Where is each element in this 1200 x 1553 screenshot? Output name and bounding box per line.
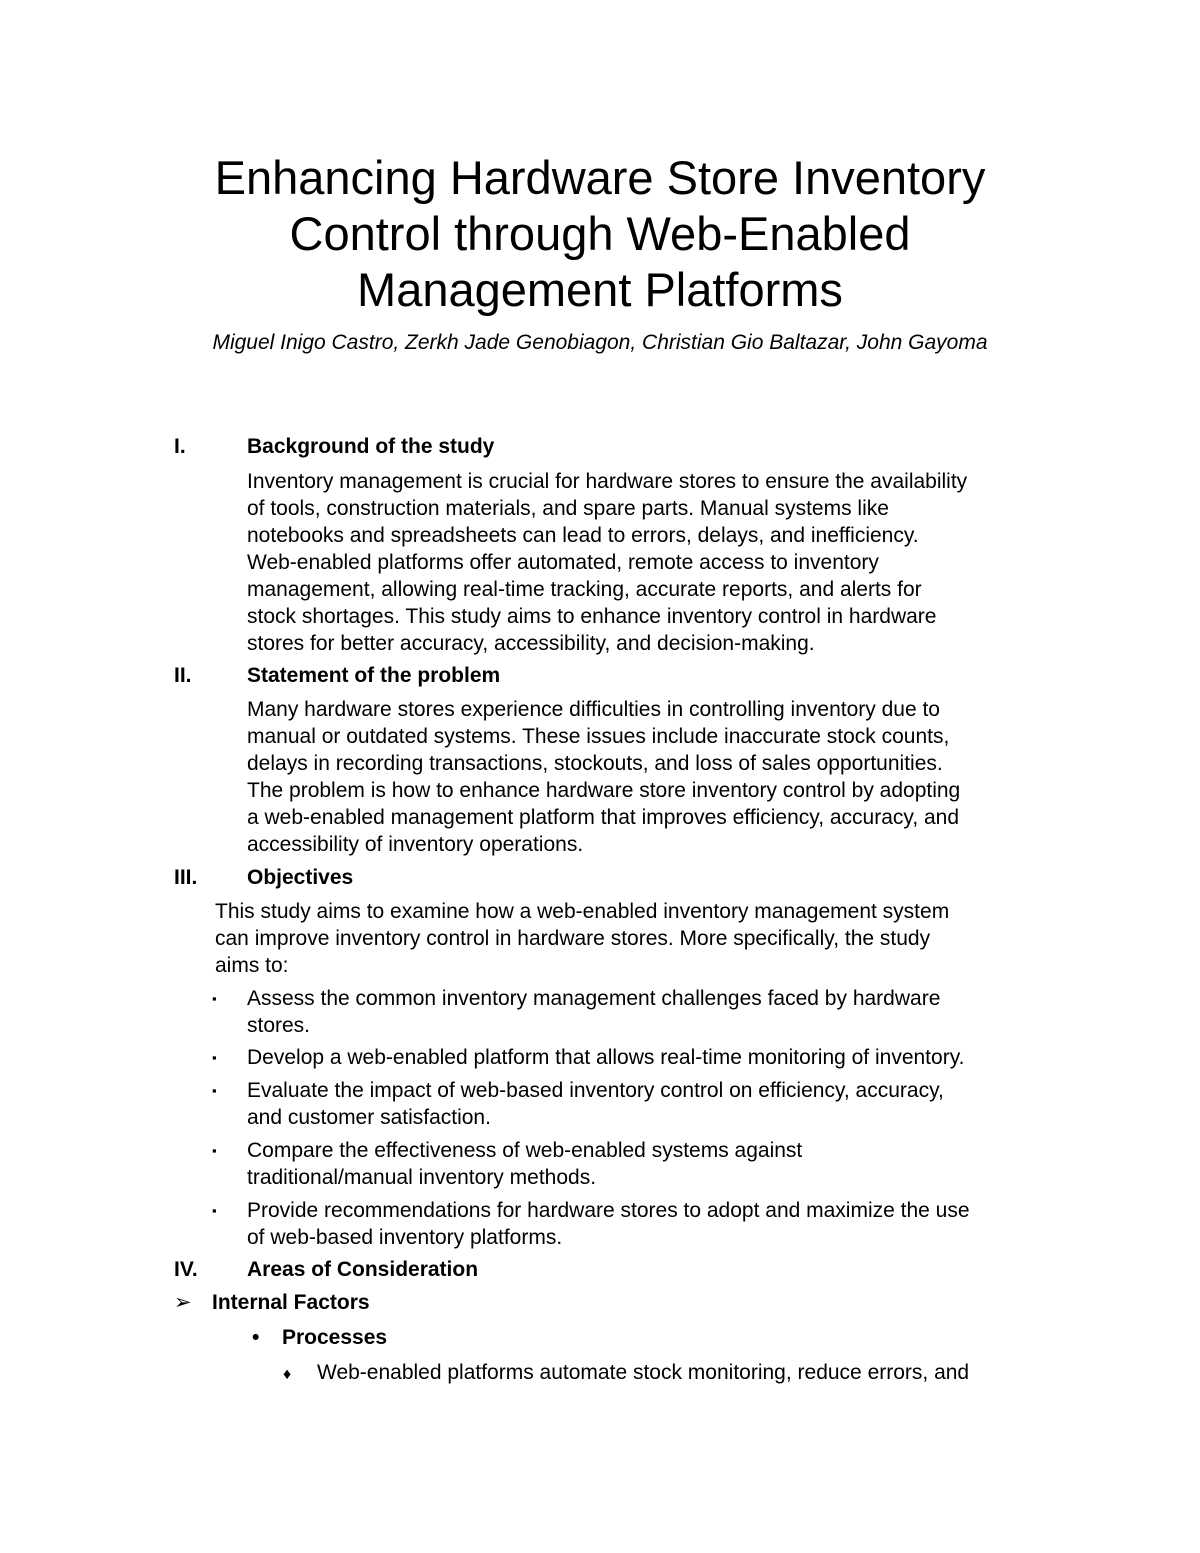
document-title bbox=[100, 150, 1100, 318]
section-title: Areas of Consideration bbox=[247, 1258, 479, 1281]
processes-list-item bbox=[283, 1359, 969, 1389]
subheading-processes bbox=[252, 1324, 387, 1352]
list-item-line: stores. bbox=[247, 1014, 311, 1037]
section-numeral: II. bbox=[174, 664, 192, 687]
paragraph-line: stock shortages. This study aims to enhance inventory control in hardware bbox=[247, 605, 937, 628]
paragraph-line: Many hardware stores experience difficulties in controlling inventory due to bbox=[247, 698, 940, 721]
section-title: Objectives bbox=[247, 866, 354, 889]
section-heading-problem bbox=[174, 662, 500, 690]
section-numeral: IV. bbox=[174, 1258, 198, 1281]
square-bullet-icon: ▪ bbox=[212, 1050, 217, 1065]
paragraph-line: aims to: bbox=[215, 954, 289, 977]
title-line: Management Platforms bbox=[357, 263, 843, 316]
paragraph-line: Web-enabled platforms offer automated, remote access to inventory bbox=[247, 551, 879, 574]
diamond-bullet-icon: ♦ bbox=[283, 1366, 292, 1383]
section-title: Background of the study bbox=[247, 435, 495, 458]
square-bullet-icon: ▪ bbox=[212, 1203, 217, 1218]
list-item-line: Develop a web-enabled platform that allows real-time monitoring of inventory. bbox=[247, 1046, 965, 1069]
paragraph-line: Inventory management is crucial for hardware stores to ensure the availability bbox=[247, 470, 968, 493]
section-heading-areas bbox=[174, 1256, 478, 1284]
paragraph-line: accessibility of inventory operations. bbox=[247, 833, 584, 856]
list-item-line: and customer satisfaction. bbox=[247, 1106, 491, 1129]
square-bullet-icon: ▪ bbox=[212, 1143, 217, 1158]
section-heading-objectives bbox=[174, 864, 353, 892]
subheading-label: Internal Factors bbox=[212, 1291, 370, 1314]
list-item-line: of web-based inventory platforms. bbox=[247, 1226, 563, 1249]
square-bullet-icon: ▪ bbox=[212, 991, 217, 1006]
paragraph-line: can improve inventory control in hardware stores. More specifically, the study bbox=[215, 927, 931, 950]
author-list: Miguel Inigo Castro, Zerkh Jade Genobiagon, Christian Gio Baltazar, John Gayoma bbox=[212, 331, 988, 354]
arrow-bullet-icon: ➢ bbox=[174, 1291, 192, 1314]
list-item-line: Compare the effectiveness of web-enabled systems against bbox=[247, 1139, 803, 1162]
paragraph-line: management, allowing real-time tracking, accurate reports, and alerts for bbox=[247, 578, 922, 601]
subheading-internal-factors bbox=[174, 1289, 370, 1317]
paragraph-line: delays in recording transactions, stockouts, and loss of sales opportunities. bbox=[247, 752, 943, 775]
title-line: Enhancing Hardware Store Inventory bbox=[214, 151, 986, 204]
section-numeral: I. bbox=[174, 435, 186, 458]
dot-bullet-icon: • bbox=[252, 1326, 260, 1349]
list-item-line: traditional/manual inventory methods. bbox=[247, 1166, 597, 1189]
section-heading-background bbox=[174, 433, 494, 461]
paragraph-line: stores for better accuracy, accessibility, and decision-making. bbox=[247, 632, 815, 655]
list-item-line: Assess the common inventory management challenges faced by hardware bbox=[247, 987, 941, 1010]
list-item-text: Web-enabled platforms automate stock monitoring, reduce errors, and bbox=[317, 1361, 970, 1384]
title-line: Control through Web-Enabled bbox=[289, 207, 911, 260]
list-item-line: Evaluate the impact of web-based inventory control on efficiency, accuracy, bbox=[247, 1079, 944, 1102]
problem-paragraph bbox=[247, 696, 960, 858]
paragraph-line: notebooks and spreadsheets can lead to errors, delays, and inefficiency. bbox=[247, 524, 919, 547]
square-bullet-icon: ▪ bbox=[212, 1083, 217, 1098]
paragraph-line: manual or outdated systems. These issues include inaccurate stock counts, bbox=[247, 725, 950, 748]
list-item-line: Provide recommendations for hardware stores to adopt and maximize the use bbox=[247, 1199, 970, 1222]
paragraph-line: of tools, construction materials, and spare parts. Manual systems like bbox=[247, 497, 889, 520]
paragraph-line: The problem is how to enhance hardware store inventory control by adopting bbox=[247, 779, 961, 802]
paragraph-line: a web-enabled management platform that improves efficiency, accuracy, and bbox=[247, 806, 960, 829]
background-paragraph bbox=[247, 468, 967, 657]
objectives-paragraph bbox=[215, 898, 949, 979]
subheading-label: Processes bbox=[282, 1326, 388, 1349]
section-numeral: III. bbox=[174, 866, 198, 889]
paragraph-line: This study aims to examine how a web-enabled inventory management system bbox=[215, 900, 950, 923]
section-title: Statement of the problem bbox=[247, 664, 501, 687]
